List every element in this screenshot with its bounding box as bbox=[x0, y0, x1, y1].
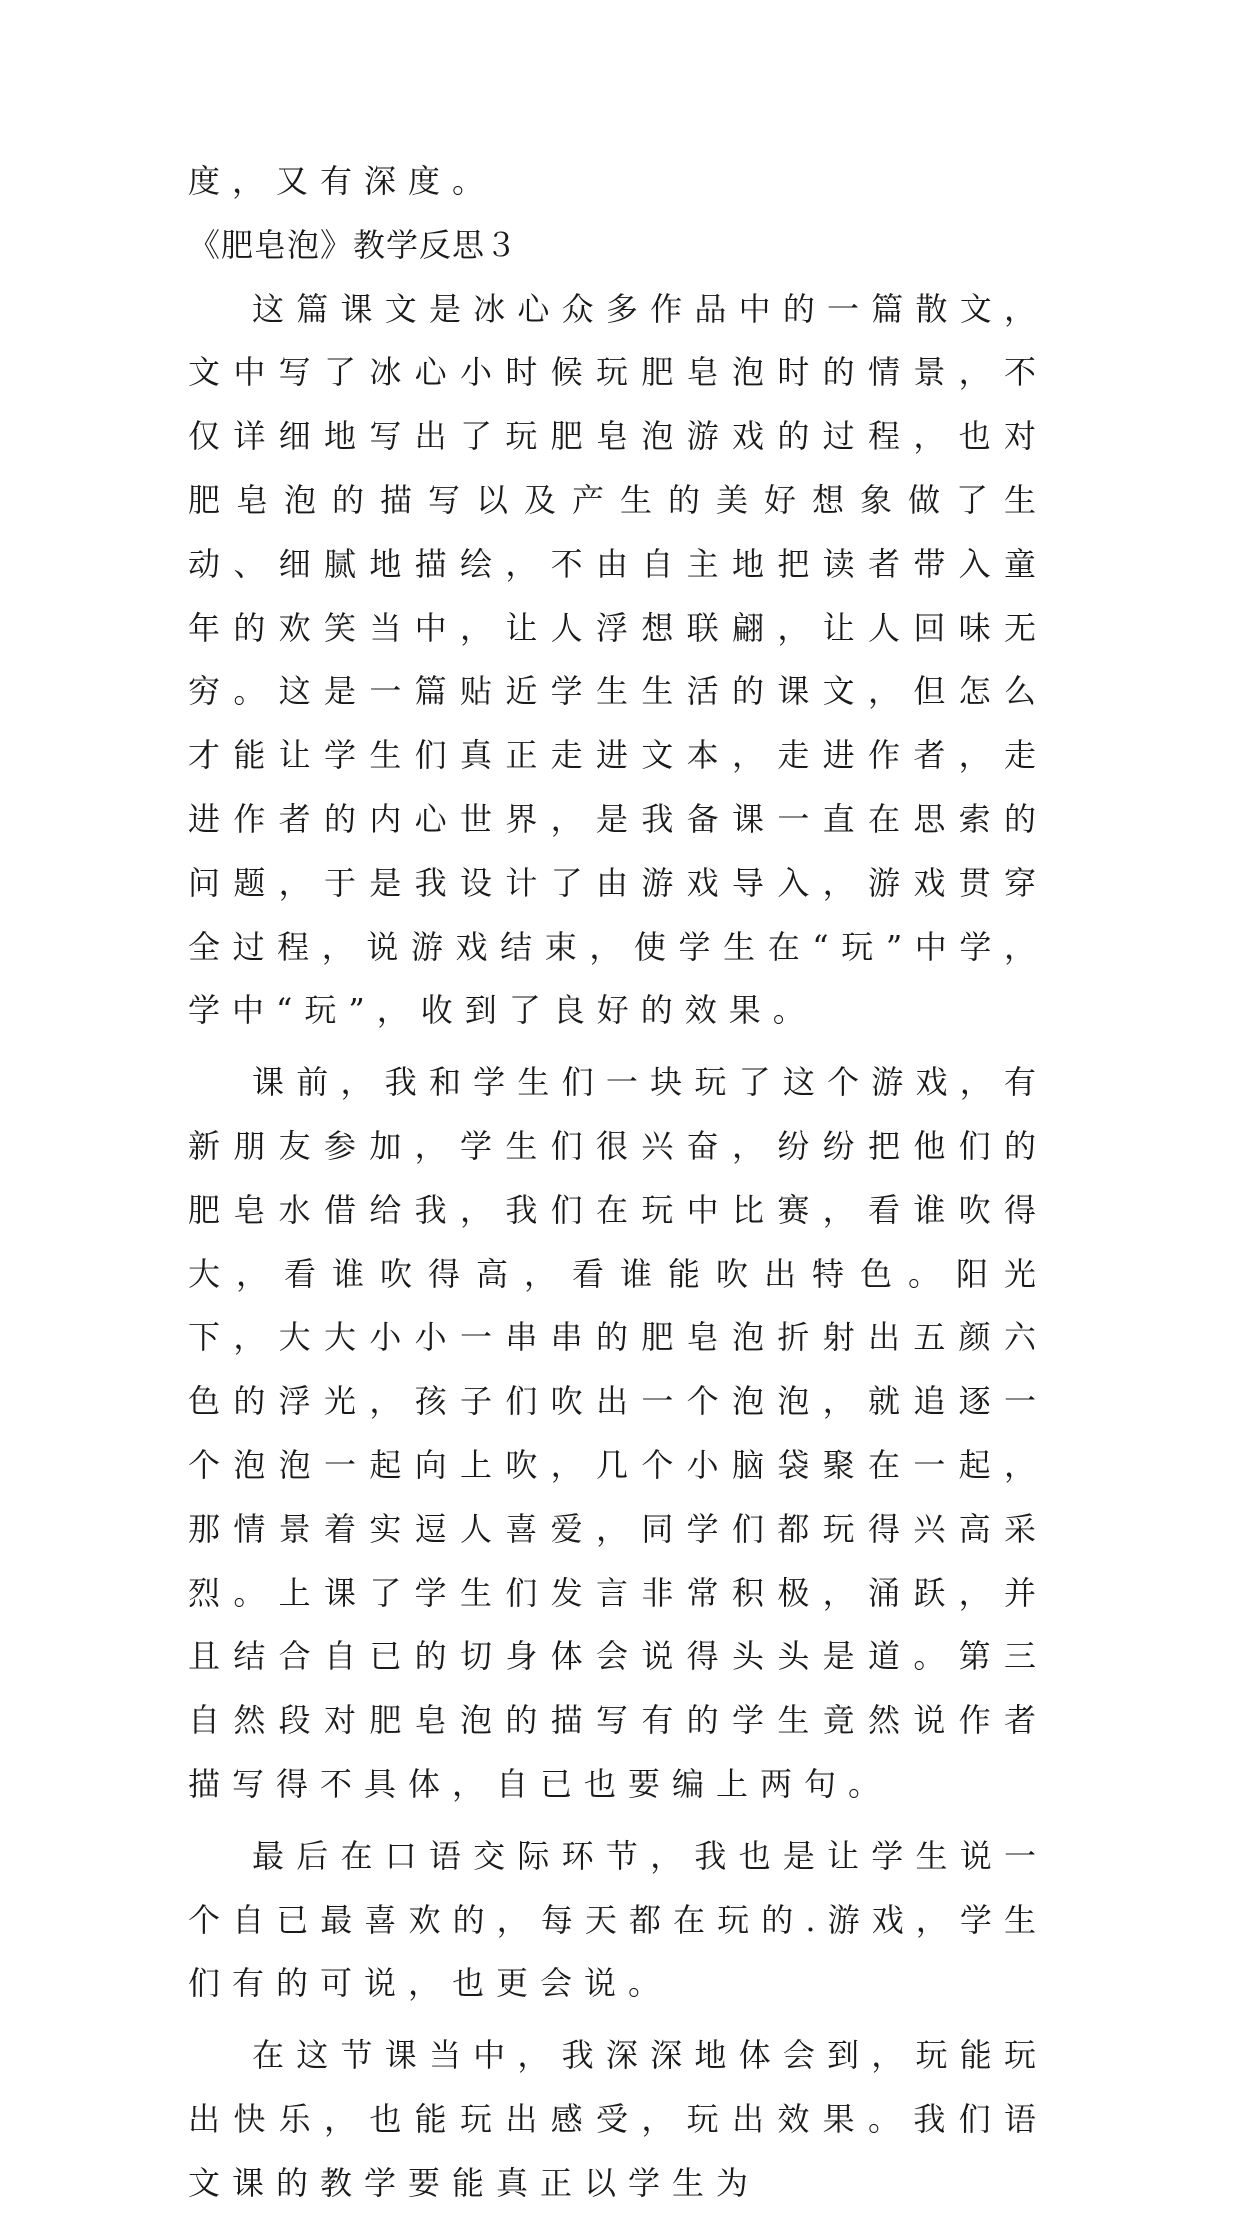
paragraph-3: 最后在口语交际环节，我也是让学生说一个自已最喜欢的，每天都在玩的.游戏，学生们有的可说，也更会说。 bbox=[188, 1836, 1048, 2003]
paragraph-1: 这篇课文是冰心众多作品中的一篇散文，文中写了冰心小时候玩肥皂泡时的情景，不仅详细地写出了玩肥皂泡游戏的过程，也对肥皂泡的描写以及产生的美好想象做了生动、细腻地描绘，不由自主地把读者带入童年的欢笑当中，让人浮想联翩，让人回味无穷。这是一篇贴近学生生活的课文，但怎么才能让学生们真正走进文本，走进作者，走进作者的内心世界，是我备课一直在思索的问题，于是我设计了由游戏导入，游戏贯穿全过程，说游戏结束，使学生在“玩”中学，学中“玩”，收到了良好的效果。 bbox=[188, 289, 1048, 1030]
document-body bbox=[188, 150, 1048, 2216]
section-title: 《肥皂泡》教学反思３ bbox=[188, 225, 519, 264]
paragraph-2: 课前，我和学生们一块玩了这个游戏，有新朋友参加，学生们很兴奋，纷纷把他们的肥皂水借给我，我们在玩中比赛，看谁吹得大，看谁吹得高，看谁能吹出特色。阳光下，大大小小一串串的肥皂泡折射出五颜六色的浮光，孩子们吹出一个泡泡，就追逐一个泡泡一起向上吹，几个小脑袋聚在一起，那情景着实逗人喜爱，同学们都玩得兴高采烈。上课了学生们发言非常积极，涌跃，并且结合自已的切身体会说得头头是道。第三自然段对肥皂泡的描写有的学生竟然说作者描写得不具体，自已也要编上两句。 bbox=[188, 1063, 1048, 1803]
continuation-line: 度，又有深度。 bbox=[188, 162, 497, 200]
paragraph-4: 在这节课当中，我深深地体会到，玩能玩出快乐，也能玩出感受，玩出效果。我们语文课的教学要能真正以学生为 bbox=[188, 2036, 1048, 2202]
